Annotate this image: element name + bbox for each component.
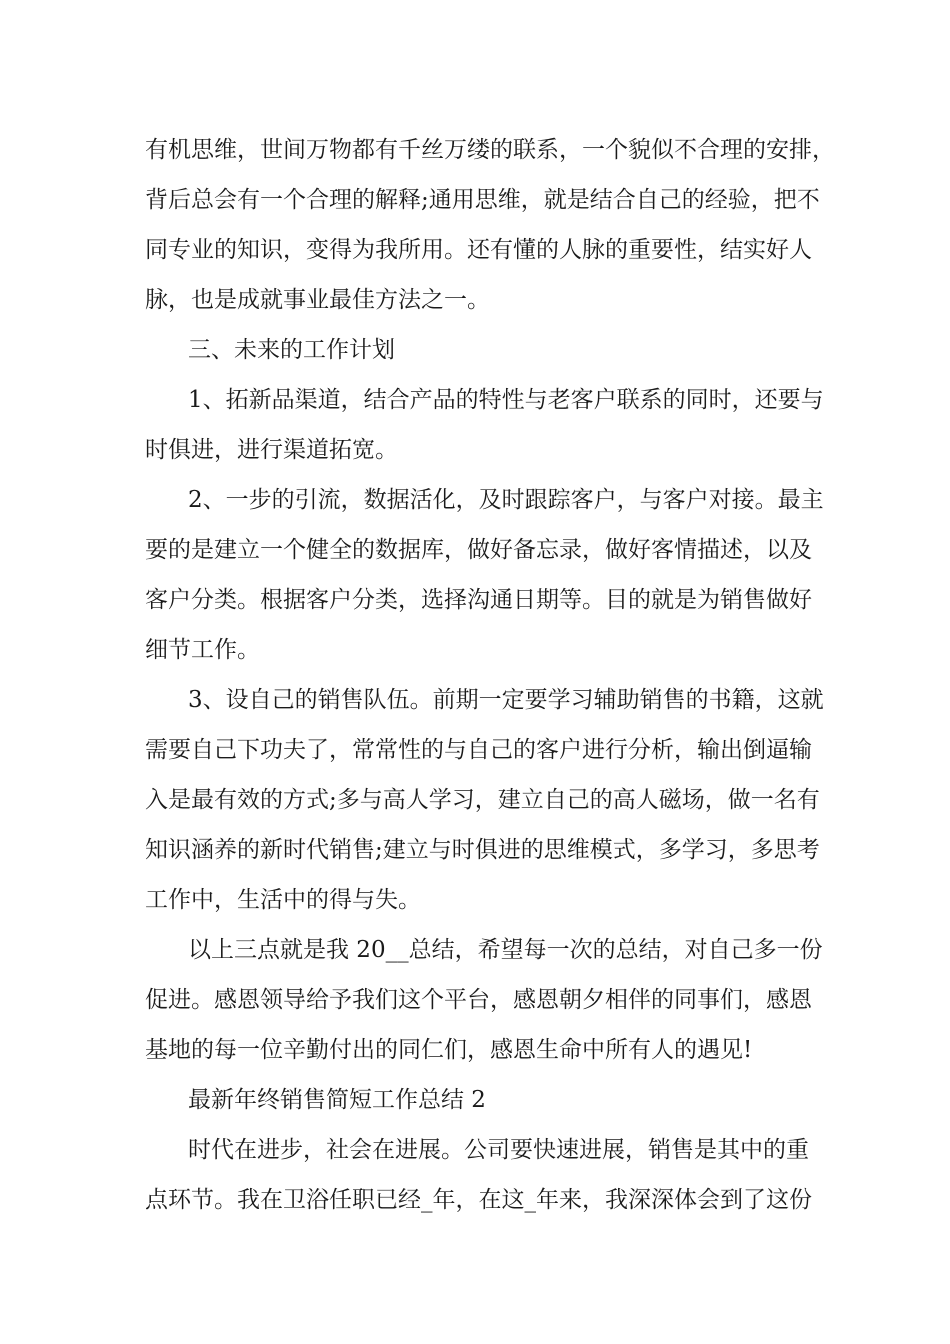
paragraph-line: 时俱进，进行渠道拓宽。 bbox=[145, 437, 398, 463]
paragraph-line: 入是最有效的方式;多与高人学习，建立自己的高人磁场，做一名有 bbox=[145, 787, 820, 813]
paragraph-line: 2、一步的引流，数据活化，及时跟踪客户，与客户对接。最主 bbox=[188, 487, 824, 513]
paragraph-line: 时代在进步，社会在进展。公司要快速进展，销售是其中的重 bbox=[188, 1137, 809, 1163]
paragraph-line: 以上三点就是我 20__总结，希望每一次的总结，对自己多一份 bbox=[188, 937, 823, 963]
paragraph-line: 促进。感恩领导给予我们这个平台，感恩朝夕相伴的同事们，感恩 bbox=[145, 987, 812, 1013]
paragraph-line: 工作中，生活中的得与失。 bbox=[145, 887, 421, 913]
section-title: 最新年终销售简短工作总结 2 bbox=[188, 1087, 486, 1113]
paragraph-line: 基地的每一位辛勤付出的同仁们，感恩生命中所有人的遇见! bbox=[145, 1037, 753, 1063]
paragraph-line: 知识涵养的新时代销售;建立与时俱进的思维模式，多学习，多思考 bbox=[145, 837, 820, 863]
paragraph-line: 3、设自己的销售队伍。前期一定要学习辅助销售的书籍，这就 bbox=[188, 687, 824, 713]
paragraph-line: 背后总会有一个合理的解释;通用思维，就是结合自己的经验，把不 bbox=[145, 187, 820, 213]
section-heading: 三、未来的工作计划 bbox=[188, 337, 395, 363]
paragraph-line: 同专业的知识，变得为我所用。还有懂的人脉的重要性，结实好人 bbox=[145, 237, 812, 263]
paragraph-line: 1、拓新品渠道，结合产品的特性与老客户联系的同时，还要与 bbox=[188, 387, 824, 413]
paragraph-line: 细节工作。 bbox=[145, 637, 260, 663]
paragraph-line: 客户分类。根据客户分类，选择沟通日期等。目的就是为销售做好 bbox=[145, 587, 812, 613]
paragraph-line: 有机思维，世间万物都有千丝万缕的联系，一个貌似不合理的安排， bbox=[145, 137, 835, 163]
paragraph-line: 脉，也是成就事业最佳方法之一。 bbox=[145, 287, 490, 313]
paragraph-line: 点环节。我在卫浴任职已经_年，在这_年来，我深深体会到了这份 bbox=[145, 1187, 812, 1213]
paragraph-line: 要的是建立一个健全的数据库，做好备忘录，做好客情描述，以及 bbox=[145, 537, 812, 563]
paragraph-line: 需要自己下功夫了，常常性的与自己的客户进行分析，输出倒逼输 bbox=[145, 737, 812, 763]
